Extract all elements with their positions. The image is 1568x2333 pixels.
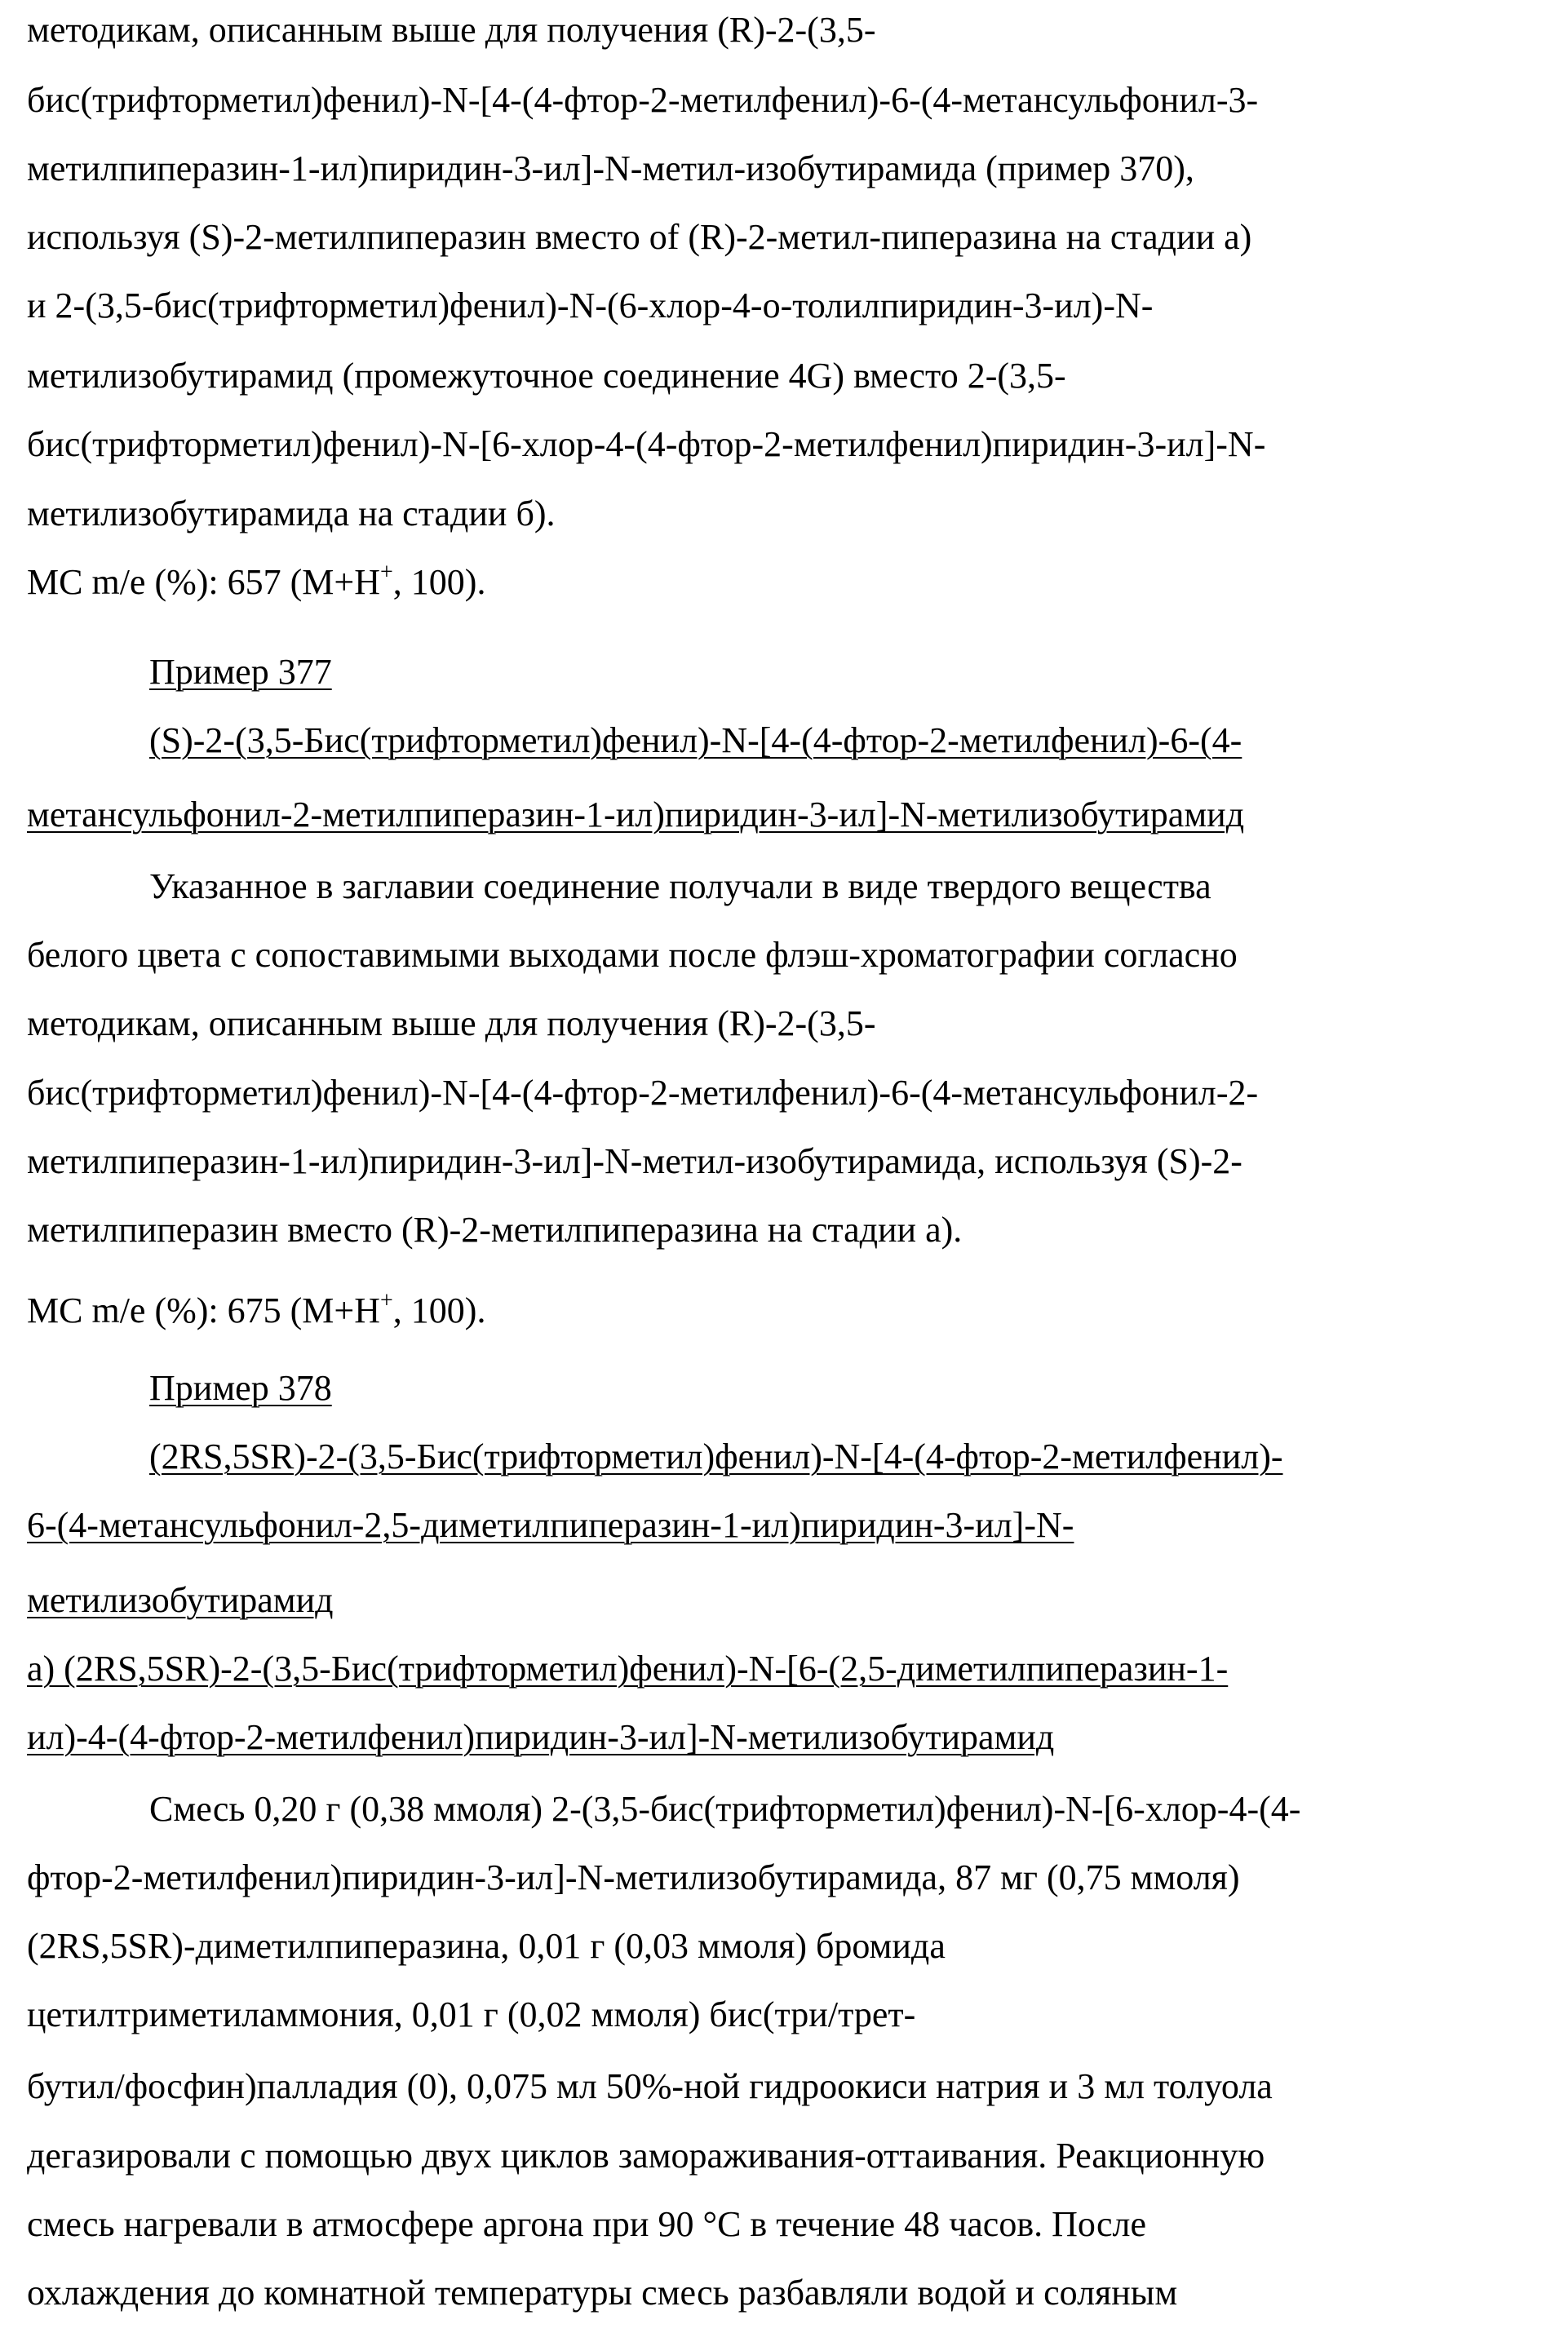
- text-line: цетилтриметиламмония, 0,01 г (0,02 ммоля) бис(три/трет-: [27, 1990, 915, 2039]
- step-title: ил)-4-(4-фтор-2-метилфенил)пиридин-3-ил]-N-метилизобутирамид: [27, 1713, 1054, 1762]
- text-line: и 2-(3,5-бис(трифторметил)фенил)-N-(6-хлор-4-о-толилпиридин-3-ил)-N-: [27, 281, 1153, 330]
- compound-title: (2RS,5SR)-2-(3,5-Бис(трифторметил)фенил)-N-[4-(4-фтор-2-метилфенил)-: [149, 1432, 1283, 1481]
- text-line: бис(трифторметил)фенил)-N-[4-(4-фтор-2-метилфенил)-6-(4-метансульфонил-3-: [27, 76, 1258, 125]
- text-line: бис(трифторметил)фенил)-N-[4-(4-фтор-2-метилфенил)-6-(4-метансульфонил-2-: [27, 1069, 1258, 1118]
- text-line: бис(трифторметил)фенил)-N-[6-хлор-4-(4-фтор-2-метилфенил)пиридин-3-ил]-N-: [27, 420, 1265, 469]
- mass-spec-line: [27, 558, 485, 607]
- ms-superscript: +: [380, 560, 393, 585]
- compound-title: метилизобутирамид: [27, 1576, 334, 1625]
- ms-text-end: , 100).: [393, 1290, 486, 1330]
- text-line: (2RS,5SR)-диметилпиперазина, 0,01 г (0,03 ммоля) бромида: [27, 1922, 946, 1971]
- text-line: метилпиперазин вместо (R)-2-метилпиперазина на стадии а).: [27, 1206, 962, 1255]
- compound-title: 6-(4-метансульфонил-2,5-диметилпиперазин-1-ил)пиридин-3-ил]-N-: [27, 1501, 1074, 1550]
- example-heading: Пример 378: [149, 1364, 332, 1413]
- text-line: Смесь 0,20 г (0,38 ммоля) 2-(3,5-бис(трифторметил)фенил)-N-[6-хлор-4-(4-: [149, 1785, 1300, 1834]
- example-heading: Пример 377: [149, 648, 332, 697]
- text-line: используя (S)-2-метилпиперазин вместо of (R)-2-метил-пиперазина на стадии а): [27, 213, 1251, 262]
- mass-spec-line: [27, 1286, 485, 1335]
- text-line: белого цвета с сопоставимыми выходами после флэш-хроматографии согласно: [27, 931, 1238, 980]
- text-line: метилпиперазин-1-ил)пиридин-3-ил]-N-метил-изобутирамида, используя (S)-2-: [27, 1137, 1242, 1186]
- compound-title: (S)-2-(3,5-Бис(трифторметил)фенил)-N-[4-(4-фтор-2-метилфенил)-6-(4-: [149, 716, 1242, 765]
- text-line: дегазировали с помощью двух циклов замораживания-оттаивания. Реакционную: [27, 2132, 1265, 2180]
- step-title: а) (2RS,5SR)-2-(3,5-Бис(трифторметил)фенил)-N-[6-(2,5-диметилпиперазин-1-: [27, 1645, 1228, 1693]
- ms-text: МС m/e (%): 675 (M+H: [27, 1290, 380, 1330]
- text-line: метилизобутирамид (промежуточное соединение 4G) вместо 2-(3,5-: [27, 352, 1066, 401]
- ms-superscript: +: [380, 1288, 393, 1313]
- ms-text-end: , 100).: [393, 562, 486, 602]
- text-line: фтор-2-метилфенил)пиридин-3-ил]-N-метилизобутирамида, 87 мг (0,75 ммоля): [27, 1853, 1240, 1902]
- text-line: охлаждения до комнатной температуры смесь разбавляли водой и соляным: [27, 2269, 1177, 2318]
- text-line: Указанное в заглавии соединение получали в виде твердого вещества: [149, 862, 1211, 911]
- text-line: метилпиперазин-1-ил)пиридин-3-ил]-N-метил-изобутирамида (пример 370),: [27, 144, 1194, 193]
- text-line: методикам, описанным выше для получения (R)-2-(3,5-: [27, 999, 875, 1048]
- compound-title: метансульфонил-2-метилпиперазин-1-ил)пиридин-3-ил]-N-метилизобутирамид: [27, 790, 1244, 839]
- ms-text: МС m/e (%): 657 (M+H: [27, 562, 380, 602]
- text-line: метилизобутирамида на стадии б).: [27, 489, 556, 538]
- text-line: бутил/фосфин)палладия (0), 0,075 мл 50%-ной гидроокиси натрия и 3 мл толуола: [27, 2062, 1273, 2111]
- text-line: смесь нагревали в атмосфере аргона при 90 °С в течение 48 часов. После: [27, 2200, 1146, 2249]
- text-line: методикам, описанным выше для получения (R)-2-(3,5-: [27, 6, 875, 55]
